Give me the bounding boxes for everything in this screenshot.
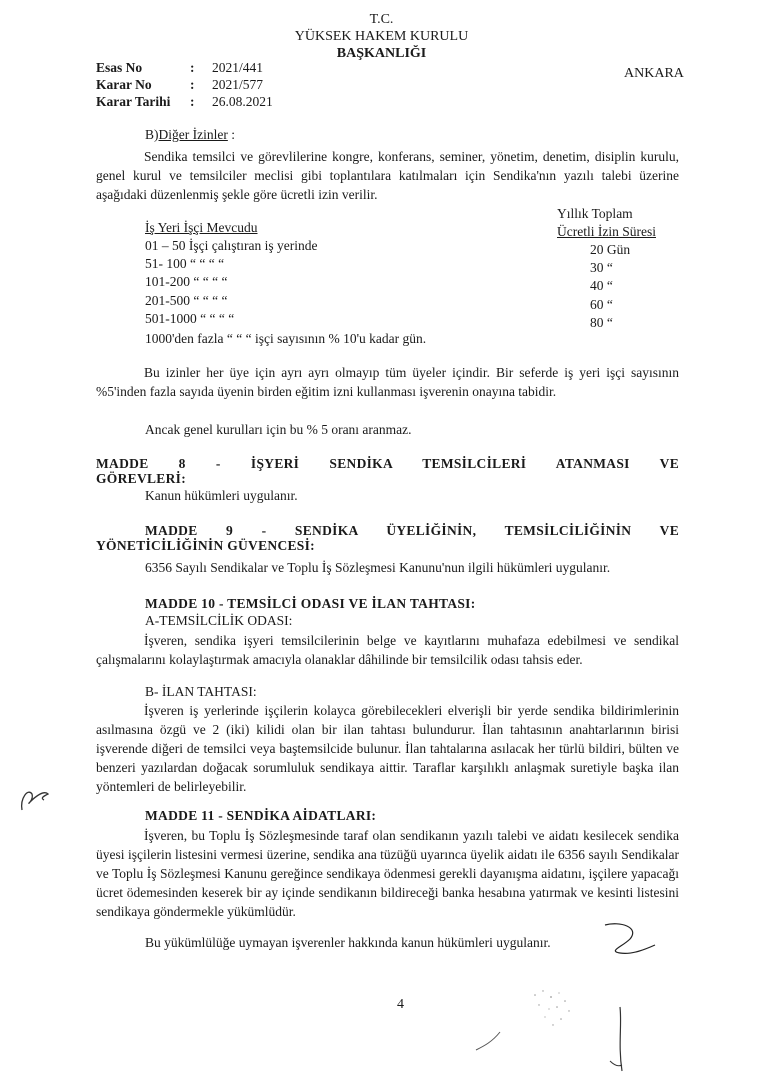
page-number: 4 xyxy=(397,997,404,1012)
meta-sep: : xyxy=(190,94,195,109)
signature-mark xyxy=(600,915,660,969)
meta-value: 2021/577 xyxy=(212,77,264,92)
madde-10-body-b: İşveren iş yerlerinde işçilerin kolayca görebilecekleri elverişli bir yerde sendika bildirimlerinin asılmasına özgü ve 2 (iki) kilidi olan bir ilan tahtası bulundurur. İlan tahtasının anahtarlarının birisi işverende diğeri de temsilci veya baştemsilcide bulunur. İlan tahtalarına asılacak her türlü bildiri, bülten ve benzeri yazılardan doğacak sorumluluk sendikaya aittir. Taraflar karşılıklı anlaşmak suretiyle başka ilan yöntemleri de belirleyebilir. xyxy=(96,703,679,794)
meta-label: Karar Tarihi xyxy=(96,94,171,109)
all-members-paragraph: Bu izinler her üye için ayrı ayrı olmayıp tüm üyeler içindir. Bir seferde iş yeri işçi sayısının %5'inden fazla sayıda üyenin birden eğitim izni kullanması işverenin onayına tabidir. xyxy=(96,365,679,399)
meta-value: 26.08.2021 xyxy=(212,94,273,109)
section-b-title xyxy=(145,127,235,143)
madde-10-heading: MADDE 10 - TEMSİLCİ ODASI VE İLAN TAHTASI: xyxy=(145,596,476,611)
leave-table-row-left: 201-500 “ “ “ “ xyxy=(145,293,228,308)
madde-9-body: 6356 Sayılı Sendikalar ve Toplu İş Sözleşmesi Kanunu'nun ilgili hükümleri uygulanır. xyxy=(145,560,611,575)
meta-value: 2021/441 xyxy=(212,60,264,75)
leave-table-row-left: 501-1000 “ “ “ “ xyxy=(145,311,235,326)
meta-label: Esas No xyxy=(96,60,143,75)
madde-8-heading: MADDE 8 - İŞYERİ SENDİKA TEMSİLCİLERİ ATANMASI VE xyxy=(96,456,679,471)
section-b-title-suffix: : xyxy=(227,127,235,142)
section-b-paragraph: Sendika temsilci ve görevlilerine kongre, konferans, seminer, yönetim, denetim, disiplin kurulu, genel kurul ve temsilciler meclisi gibi toplantılara katılmaları için Sendika'nın yazılı talebi üzerine aşağıdaki düzenlenmiş şekle göre ücretli izin verilir. xyxy=(96,149,679,202)
header-city: ANKARA xyxy=(624,66,684,81)
leave-table-row-left: 01 – 50 İşçi çalıştıran iş yerinde xyxy=(145,238,318,253)
madde-11-body: İşveren, bu Toplu İş Sözleşmesinde taraf olan sendikanın yazılı talebi ve aidatı kesilecek sendika üyesi işçilerin listesini vermesi üzerine, sendika ana tüzüğü uyarınca üyelik aidatı ile 6356 sayılı Sendikalar ve Toplu İş Sözleşmesi Kanunu gereğince sendikaya ödenmesi gerekli dayanışma aidatını, işçilere yapacağı ücret ödemesinden keserek bir ay içinde sendikanın bildireceği banka hesabına yatırmak ve kesinti listesini sendikaya göndermekle yükümlüdür. xyxy=(96,828,679,919)
leave-table-row-left: 51- 100 “ “ “ “ xyxy=(145,256,225,271)
section-b-prefix: B) xyxy=(145,127,159,142)
header-tc: T.C. xyxy=(369,12,394,27)
meta-sep: : xyxy=(190,60,195,75)
madde-9-heading-cont: YÖNETİCİLİĞİNİN GÜVENCESİ: xyxy=(96,538,315,553)
margin-handwritten-mark xyxy=(14,780,54,824)
signature-mark xyxy=(470,1020,510,1064)
madde-10-body-a: İşveren, sendika işyeri temsilcilerinin belge ve kayıtlarını muhafaza edebilmesi ve sendikal çalışmalarını kolaylaştırmak amacıyla olanaklar dâhilinde bir temsilcilik odası tahsis eder. xyxy=(96,633,679,667)
header-institution: YÜKSEK HAKEM KURULU xyxy=(294,29,469,44)
general-assembly-paragraph: Ancak genel kurulları için bu % 5 oranı aranmaz. xyxy=(145,422,412,437)
madde-8-body: Kanun hükümleri uygulanır. xyxy=(145,488,298,503)
leave-table-left-header: İş Yeri İşçi Mevcudu xyxy=(145,220,258,235)
leave-table-row-right: 60 “ xyxy=(590,297,613,312)
section-b-title-text: Diğer İzinler xyxy=(158,127,228,142)
leave-table-right-header-2: Ücretli İzin Süresi xyxy=(557,224,656,239)
madde-10-sub-b: B- İLAN TAHTASI: xyxy=(145,684,257,699)
madde-11-heading: MADDE 11 - SENDİKA AİDATLARI: xyxy=(145,808,377,823)
madde-9-heading: MADDE 9 - SENDİKA ÜYELİĞİNİN, TEMSİLCİLİĞİNİN VE xyxy=(145,523,679,538)
madde-8-heading-cont: GÖREVLERİ: xyxy=(96,471,187,486)
signature-mark xyxy=(600,1005,640,1079)
meta-label: Karar No xyxy=(96,77,152,92)
madde-10-sub-a: A-TEMSİLCİLİK ODASI: xyxy=(145,613,293,628)
header-presidency: BAŞKANLIĞI xyxy=(336,46,427,61)
leave-table-row-right: 40 “ xyxy=(590,278,613,293)
leave-table-row-right: 20 Gün xyxy=(590,242,631,257)
leave-table-row-left: 1000'den fazla “ “ “ işçi sayısının % 10'u kadar gün. xyxy=(145,331,427,346)
leave-table-right-header-1: Yıllık Toplam xyxy=(557,206,633,221)
leave-table-row-right: 30 “ xyxy=(590,260,613,275)
leave-table-row-left: 101-200 “ “ “ “ xyxy=(145,274,228,289)
madde-11-body-2: Bu yükümlülüğe uymayan işverenler hakkında kanun hükümleri uygulanır. xyxy=(145,935,551,950)
meta-sep: : xyxy=(190,77,195,92)
leave-table-row-right: 80 “ xyxy=(590,315,613,330)
stamp-mark xyxy=(525,985,585,1039)
